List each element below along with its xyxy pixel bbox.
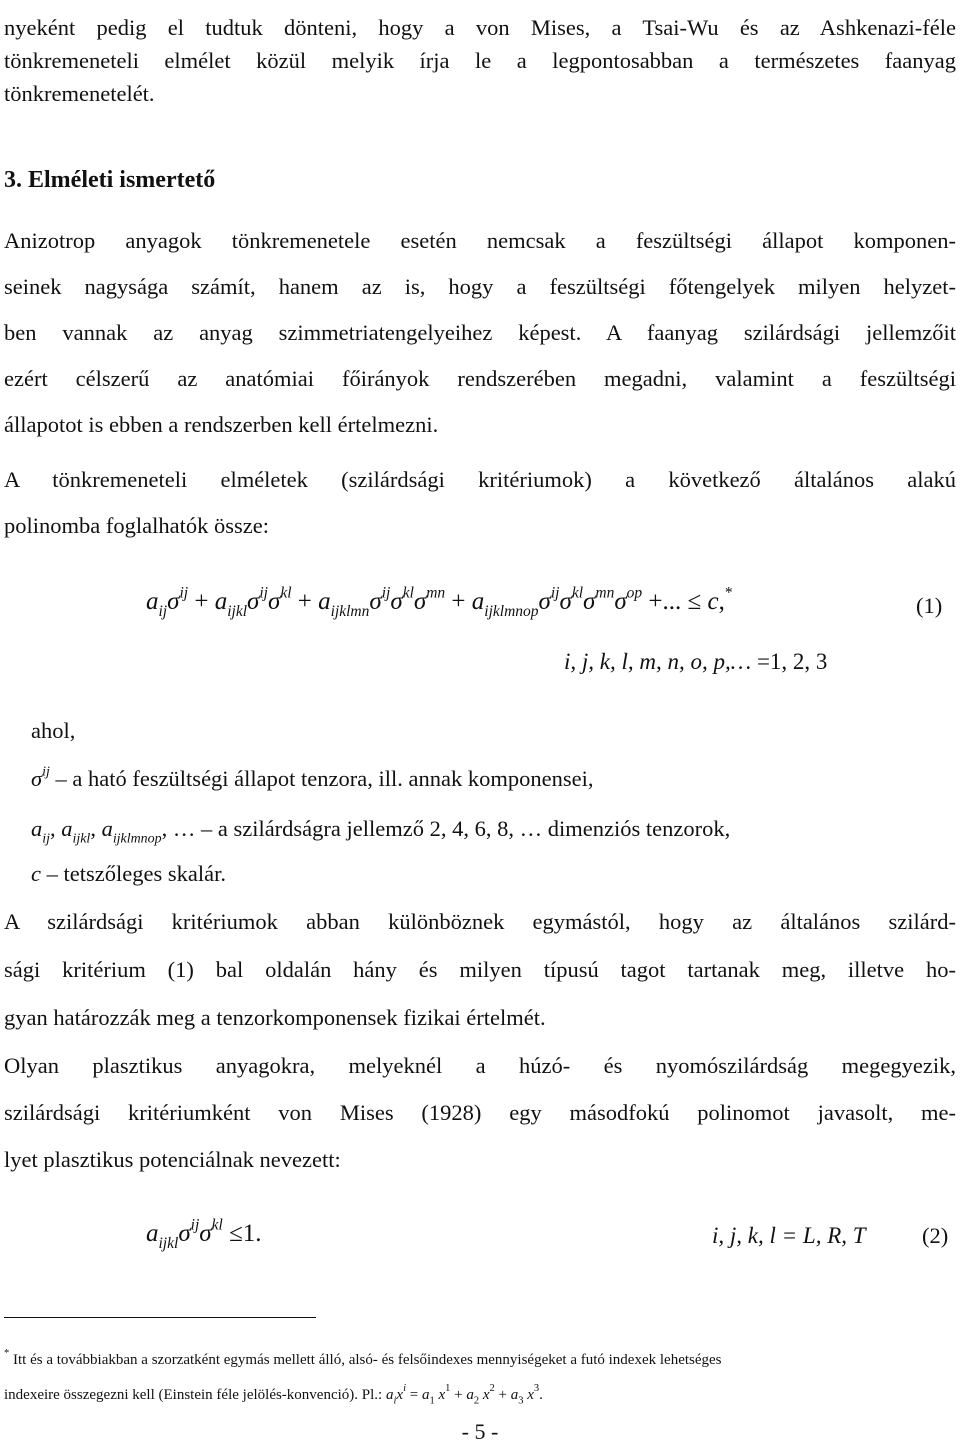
where-label: ahol, — [31, 718, 76, 743]
intro-line-2: tönkremeneteli elmélet közül melyik írja le a legpontosabban a természetes faanyag — [4, 48, 956, 73]
para1-line-2: seinek nagysága számít, hanem az is, hogy a feszültségi főtengelyek milyen helyzet- — [4, 274, 956, 299]
equation-1-number: (1) — [916, 593, 943, 618]
footnote-line-1: * Itt és a továbbiakban a szorzatként egymás mellett álló, alsó- és felsőindexes mennyiségeket a futó indexek lehetséges — [4, 1348, 722, 1368]
where-coef-line: $a_{ij}$, $a_{ijkl}$, $a_{ijklmnop}$, … – a szilárdságra jellemző 2, 4, 6, 8, … dimenziós tenzorok, — [31, 816, 731, 847]
footnote-rule — [4, 1317, 316, 1318]
para4-line-2: szilárdsági kritériumként von Mises (1928) egy másodfokú polinomot javasolt, me- — [4, 1100, 956, 1125]
equation-1-indices: i, j, k, l, m, n, o, p,… =1, 2, 3 — [564, 649, 828, 674]
para4-line-1: Olyan plasztikus anyagokra, melyeknél a húzó- és nyomószilárdság megegyezik, — [4, 1053, 956, 1078]
para2-line-1: A tönkremeneteli elméletek (szilárdsági kritériumok) a következő általános alakú — [4, 467, 956, 492]
intro-line-3: tönkremenetelét. — [4, 81, 155, 106]
para1-line-3: ben vannak az anyag szimmetriatengelyeihez képest. A faanyag szilárdsági jellemzőit — [4, 320, 956, 345]
para1-line-5: állapotot is ebben a rendszerben kell értelmezni. — [4, 412, 439, 437]
section-heading: 3. Elméleti ismertető — [4, 167, 216, 193]
para3-line-1: A szilárdsági kritériumok abban különböznek egymástól, hogy az általános szilárd- — [4, 909, 956, 934]
where-c-line: c – tetszőleges skalár. — [31, 861, 226, 886]
footnote-line-2: indexeire összegezni kell (Einstein féle jelölés-konvenció). Pl.: $a_ix^i = a_1$ $x^1 + a_2$ $x^2 + a_3$ $x^3$. — [4, 1383, 543, 1407]
equation-1: $a_{ij}\sigma^{ij} + a_{ijkl}\sigma^{ij}\sigma^{kl} + a_{ijklmn}\sigma^{ij}\sigma^{kl}\sigma^{mn} + a_{ijklmnop}\sigma^{ij}\sigma^{kl}\sigma^{mn}\sigma^{op}$ +... ≤ c,* — [146, 584, 733, 620]
para1-line-4: ezért célszerű az anatómiai főirányok rendszerében megadni, valamint a feszültségi — [4, 366, 956, 391]
para3-line-3: gyan határozzák meg a tenzorkomponensek fizikai értelmét. — [4, 1005, 546, 1030]
page-number: - 5 - — [461, 1419, 499, 1444]
para2-line-2: polinomba foglalhatók össze: — [4, 513, 269, 538]
para1-line-1: Anizotrop anyagok tönkremenetele esetén nemcsak a feszültségi állapot komponen- — [4, 228, 956, 253]
para4-line-3: lyet plasztikus potenciálnak nevezett: — [4, 1147, 341, 1172]
where-sigma-line: $\sigma^{ij}$ – a ható feszültségi állapot tenzora, ill. annak komponensei, — [31, 764, 594, 791]
intro-line-1: nyeként pedig el tudtuk dönteni, hogy a von Mises, a Tsai-Wu és az Ashkenazi-féle — [4, 15, 956, 40]
equation-2-condition: i, j, k, l = L, R, T — [712, 1223, 866, 1248]
equation-2: $a_{ijkl}\sigma^{ij}\sigma^{kl} \le 1$. — [146, 1216, 262, 1252]
para3-line-2: sági kritérium (1) bal oldalán hány és milyen típusú tagot tartanak meg, illetve ho- — [4, 957, 956, 982]
equation-2-number: (2) — [922, 1223, 949, 1248]
